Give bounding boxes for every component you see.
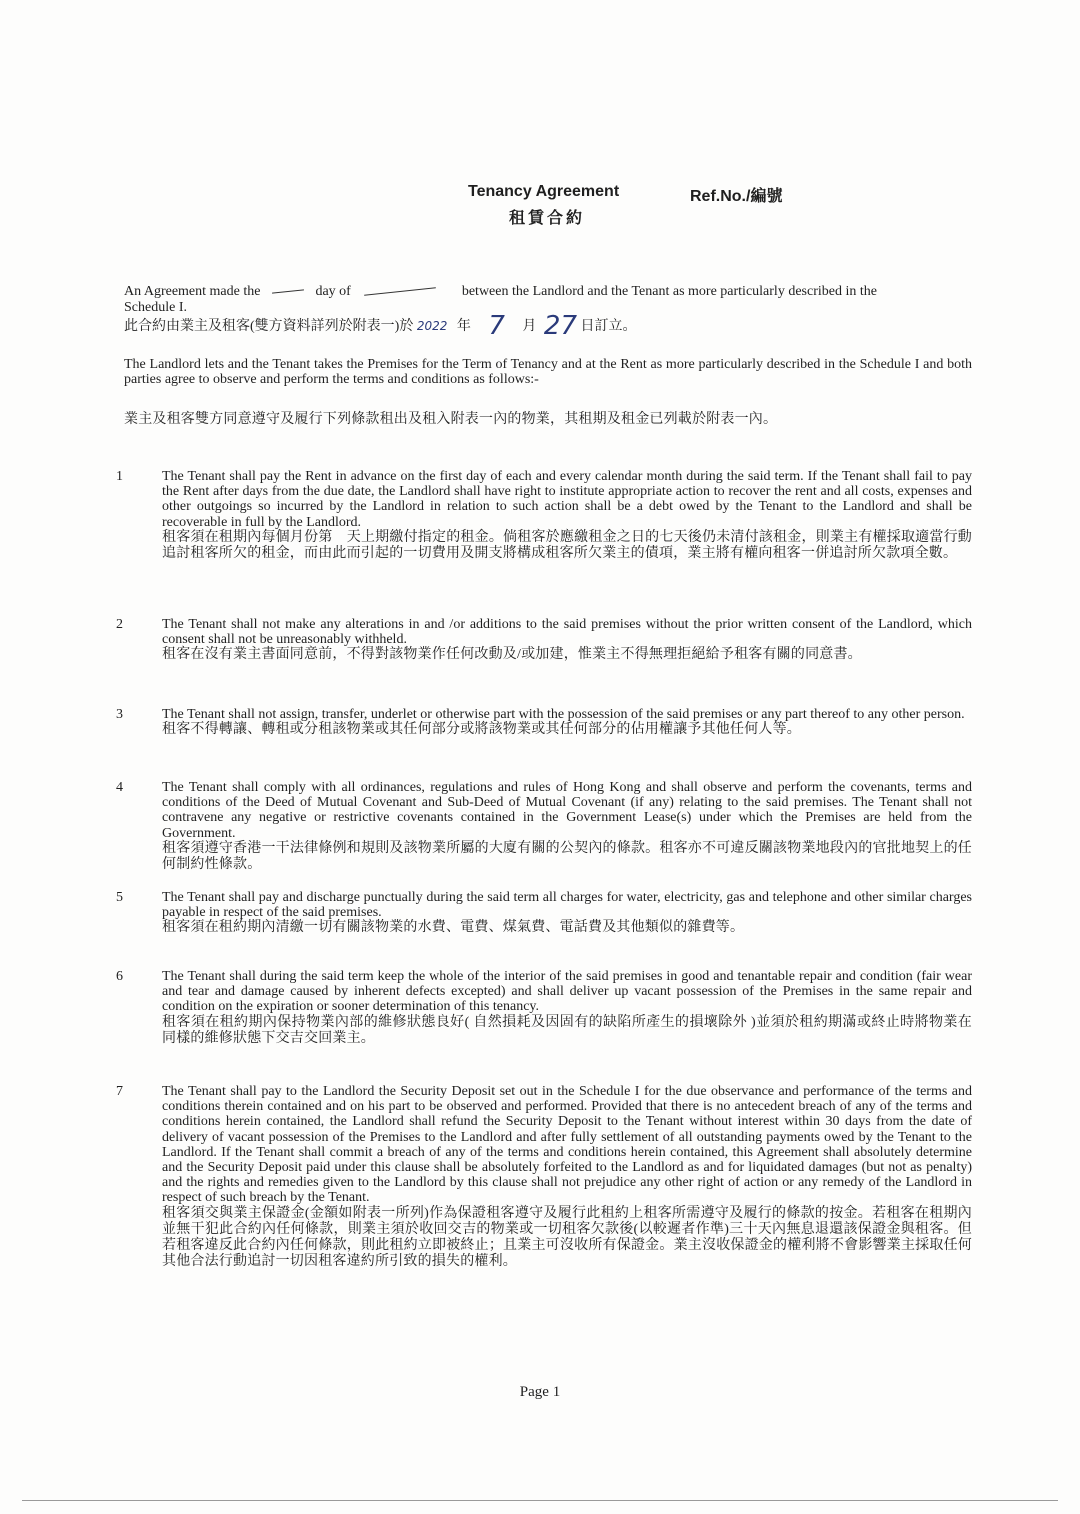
- clause-text: [162, 1084, 972, 1270]
- zh-day-label: 日訂立。: [580, 319, 637, 334]
- title-chinese: 租賃合約: [509, 210, 586, 227]
- clause-text: [162, 469, 972, 562]
- bottom-scan-line: [22, 1500, 1058, 1501]
- agreement-text-a: An Agreement made the: [124, 284, 261, 299]
- clause-text-zh: 租客不得轉讓、轉租或分租該物業或其任何部分或將該物業或其任何部分的佔用權讓予其他任何人等。: [162, 722, 801, 738]
- clause-number: 7: [116, 1084, 123, 1099]
- clause-number: 2: [116, 617, 123, 632]
- clause-text: [162, 707, 972, 738]
- title-english: Tenancy Agreement: [468, 183, 620, 200]
- agreement-chinese-line: [124, 311, 637, 341]
- clause-text-zh: 租客須交與業主保證金(金額如附表一所列)作為保證租客遵守及履行此租約上租客所需遵守及履行的條款的按金。若租客在租期內並無干犯此合約內任何條款，則業主須於收回交吉的物業或一切租客欠款後(以較遲者作準)三十天內無息退還該保證金與租客。但若租客違反此合約內任何條款，則此租約立即被終止；且業主可沒收所有保證金。業主沒收保證金的權利將不會影響業主採取任何其他合法行動追討一切因租客違約所引致的損失的權利。: [162, 1205, 972, 1269]
- page-number: Page 1: [519, 1384, 561, 1400]
- clause-text-en: The Tenant shall pay the Rent in advance on the first day of each and every calendar month during the said term. If the Tenant shall fail to pay the Rent after days from the due date, the Landlord shall have right to institute appropriate action to recover the rent and all costs, expenses and other outgoings so incurred by the Landlord in relation to such action shall be a debt owed by the Tenant to the Landlord and shall be recoverable in full by the Landlord.: [162, 469, 972, 530]
- handwritten-year: 2022: [416, 319, 448, 333]
- handwritten-day: 27: [543, 311, 578, 341]
- zh-year-label: 年: [456, 319, 471, 334]
- lets-paragraph-en: The Landlord lets and the Tenant takes the Premises for the Term of Tenancy and at the Rent as more particularly described in the Schedule I and both parties agree to observe and perform the terms and conditions as follows:-: [124, 357, 972, 387]
- zh-month-label: 月: [522, 319, 537, 334]
- agreement-date-line: [124, 284, 972, 299]
- agreement-zh-text: 此合約由業主及租客(雙方資料詳列於附表一)於: [124, 319, 414, 334]
- clause-number: 5: [116, 890, 123, 905]
- clause-text-zh: 租客須在租約期內清繳一切有關該物業的水費、電費、煤氣費、電話費及其他類似的雜費等。: [162, 920, 745, 936]
- clause-text-en: The Tenant shall comply with all ordinances, regulations and rules of Hong Kong and shall observe and perform the covenants, terms and conditions of the Deed of Mutual Covenant and Sub-Deed of Mutual Covenant (if any) relating to the said premises. The Tenant shall not contravene any negative or restrictive covenants contained in the Government Lease(s) under which the Premises are held from the Government.: [162, 780, 972, 841]
- clause-text-zh: 租客須遵守香港一干法律條例和規則及該物業所屬的大廈有關的公契內的條款。租客亦不可違反關該物業地段內的官批地契上的任何制約性條款。: [162, 840, 972, 872]
- clause-number: 4: [116, 780, 123, 795]
- clause-text-en: The Tenant shall pay and discharge punctually during the said term all charges for water, electricity, gas and telephone and other similar charges payable in respect of the said premises.: [162, 890, 972, 921]
- clause-text-en: The Tenant shall not make any alterations in and /or additions to the said premises without the prior written consent of the Landlord, which consent shall not be unreasonably withheld.: [162, 617, 972, 648]
- month-blank: [364, 288, 436, 297]
- clause-text-en: The Tenant shall during the said term keep the whole of the interior of the said premises in good and tenantable repair and condition (fair wear and tear and damage caused by inherent defects excepted) and shall deliver up vacant possession of the Premises in the same repair and condition on the expiration or sooner determination of this tenancy.: [162, 969, 972, 1015]
- handwritten-month: 7: [488, 311, 505, 341]
- clause-text-zh: 租客須在租期內每個月份第 天上期繳付指定的租金。倘租客於應繳租金之日的七天後仍未清付該租金，則業主有權採取適當行動追討租客所欠的租金，而由此而引起的一切費用及開支將構成租客所欠業主的債項，業主將有權向租客一併追討所欠款項全數。: [162, 529, 972, 561]
- clause-text-en: The Tenant shall pay to the Landlord the Security Deposit set out in the Schedule I for the due observance and performance of the terms and conditions therein contained and on his part to be observed and performed. Provided that there is no antecedent breach of any of the terms and conditions herein contained, the Landlord shall refund the Security Deposit to the Tenant without interest within 30 days from the date of delivery of vacant possession of the Premises to the Landlord and after fully settlement of all outstanding payments owed by the Tenant to the Landlord. If the Tenant shall commit a breach of any of the terms and conditions herein contained, this Agreement shall absolutely determine and the Security Deposit paid under this clause shall be absolutely forfeited to the Landlord as and for liquidated damages (but not as penalty) and the rights and remedies given to the Landlord by this clause shall not prejudice any other right of action or any remedy of the Landlord in respect of such breach by the Tenant.: [162, 1084, 972, 1206]
- clause-text-zh: 租客在沒有業主書面同意前，不得對該物業作任何改動及/或加建，惟業主不得無理拒絕給予租客有關的同意書。: [162, 647, 862, 663]
- clause-text: [162, 969, 972, 1047]
- clause-text-zh: 租客須在租約期內保持物業內部的維修狀態良好( 自然損耗及因固有的缺陷所產生的損壞除外 )並須於租約期滿或終止時將物業在同樣的維修狀態下交吉交回業主。: [162, 1014, 972, 1046]
- clause-text-en: The Tenant shall not assign, transfer, underlet or otherwise part with the possession of the said premises or any part thereof to any other person.: [162, 707, 965, 722]
- schedule-ref: Schedule I.: [124, 300, 187, 315]
- document-header: [0, 183, 1080, 233]
- clause-number: 1: [116, 469, 123, 484]
- clause-text: [162, 780, 972, 873]
- clause-text: [162, 890, 972, 936]
- clause-text: [162, 617, 972, 663]
- lets-paragraph-zh: 業主及租客雙方同意遵守及履行下列條款租出及租入附表一內的物業，其租期及租金已列載於附表一內。: [124, 412, 778, 427]
- day-blank: [272, 290, 304, 294]
- reference-number-label: Ref.No./編號: [690, 188, 783, 205]
- agreement-text-b: day of: [315, 284, 351, 299]
- agreement-text-c: between the Landlord and the Tenant as more particularly described in the: [461, 284, 877, 299]
- clause-number: 6: [116, 969, 123, 984]
- clause-number: 3: [116, 707, 123, 722]
